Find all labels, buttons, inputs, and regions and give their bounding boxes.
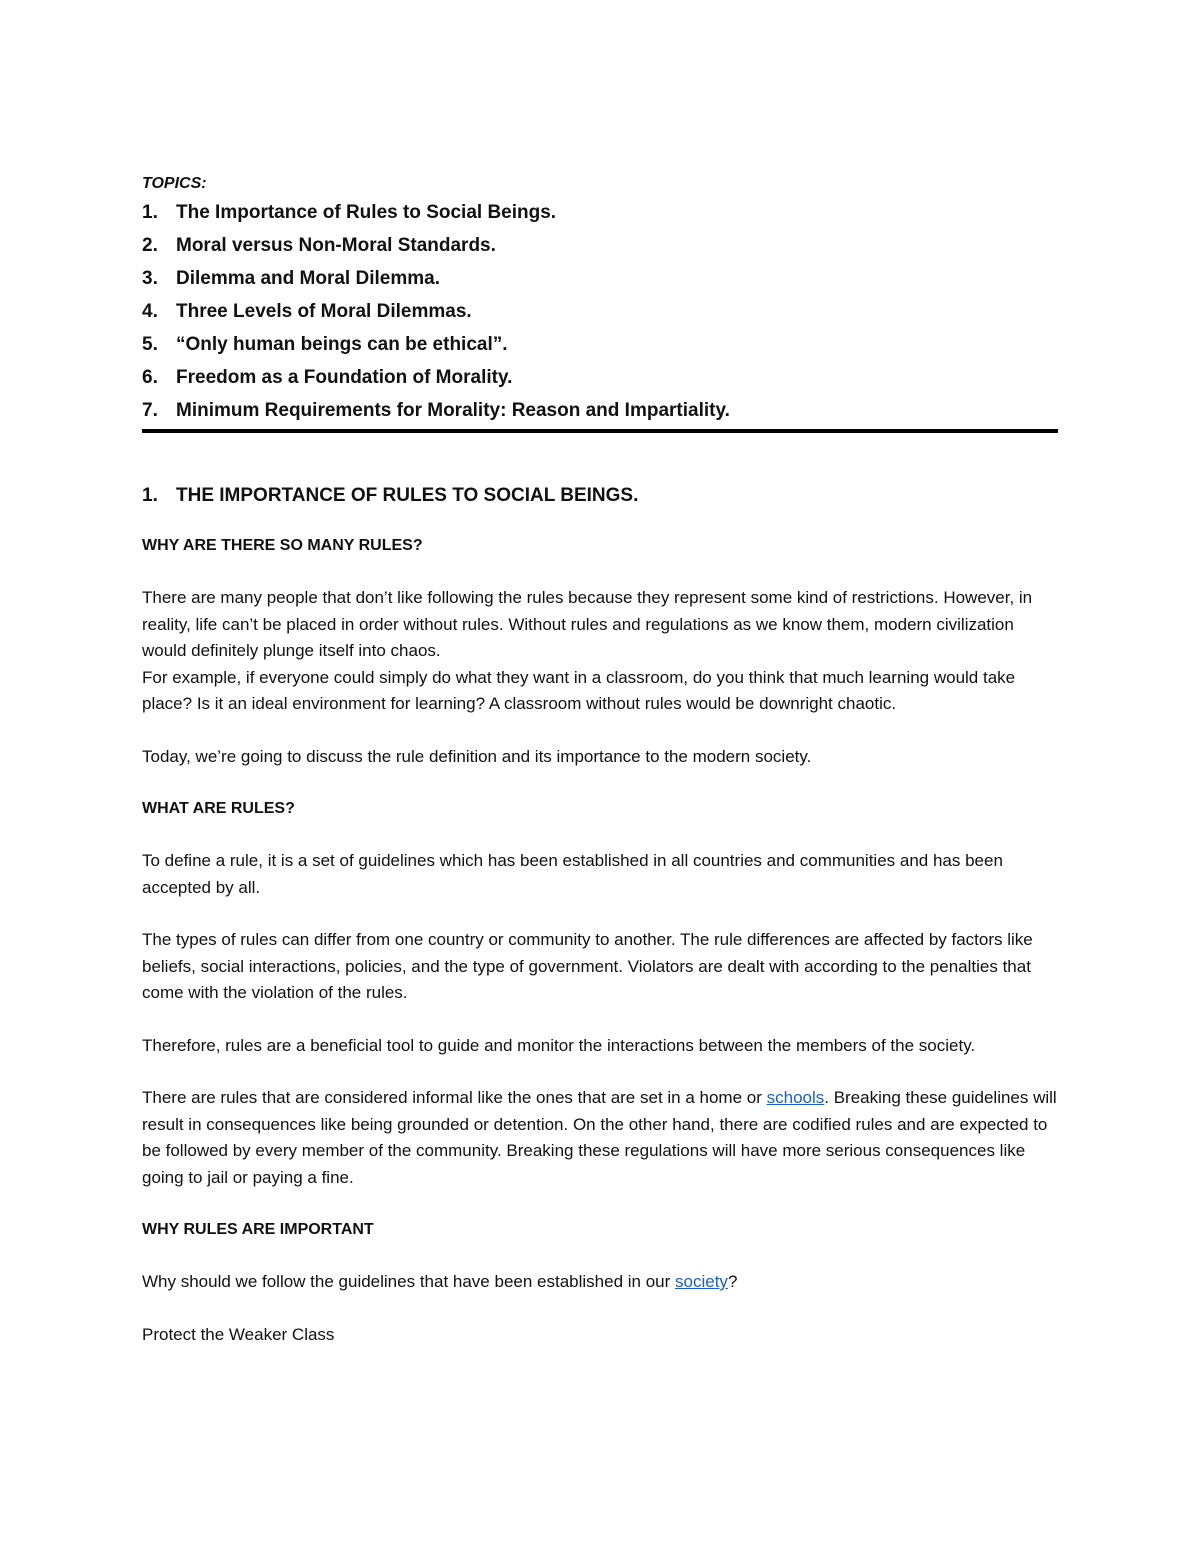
topic-text: Minimum Requirements for Morality: Reason and Impartiality. (176, 400, 730, 421)
topic-text: The Importance of Rules to Social Beings. (176, 202, 557, 223)
topic-number: 2. (142, 235, 158, 256)
topic-number: 4. (142, 301, 158, 322)
what-are-rules-heading: WHAT ARE RULES? (142, 800, 295, 817)
topics-list (142, 196, 1058, 427)
paragraph: To define a rule, it is a set of guidelines which has been established in all countries and communities and has been accepted by all. (142, 851, 1003, 897)
topic-item-3 (142, 262, 1058, 295)
topic-item-6 (142, 361, 1058, 394)
section-heading (142, 481, 1058, 511)
topic-text: “Only human beings can be ethical”. (176, 334, 508, 355)
society-link[interactable]: society (675, 1272, 728, 1291)
paragraph: The types of rules can differ from one country or community to another. The rule differences are affected by factors like beliefs, social interactions, policies, and the type of government. Violators are dealt with according to the penalties that come with the violation of the rules. (142, 930, 1033, 1002)
paragraph: Therefore, rules are a beneficial tool to guide and monitor the interactions between the members of the society. (142, 1035, 976, 1055)
topic-number: 7. (142, 400, 158, 421)
topic-number: 6. (142, 367, 158, 388)
horizontal-divider (142, 429, 1058, 433)
section-number: 1. (142, 485, 158, 506)
document-page (142, 172, 1058, 1348)
topic-text: Three Levels of Moral Dilemmas. (176, 301, 472, 322)
topic-item-4 (142, 295, 1058, 328)
topics-label: TOPICS: (142, 175, 207, 192)
paragraph-text: . Breaking these guidelines will result in consequences like being grounded or detention. On the other hand, there are codified rules and are expected to be followed by every member of the community. Breaking these regulations will have more serious consequences like going to jail or paying a fine. (142, 1088, 1057, 1187)
topic-text: Freedom as a Foundation of Morality. (176, 367, 513, 388)
schools-link[interactable]: schools (766, 1088, 825, 1107)
paragraph: For example, if everyone could simply do what they want in a classroom, do you think that much learning would take place? Is it an ideal environment for learning? A classroom without rules would be downright chaotic. (142, 667, 1016, 713)
paragraph-with-society-link (142, 1269, 1058, 1296)
paragraph-with-schools-link (142, 1085, 1058, 1191)
topic-text: Moral versus Non-Moral Standards. (176, 235, 496, 256)
section-title: THE IMPORTANCE OF RULES TO SOCIAL BEINGS. (176, 485, 639, 506)
topic-item-7 (142, 394, 1058, 427)
paragraph-text: There are rules that are considered informal like the ones that are set in a home or (142, 1088, 767, 1107)
topic-text: Dilemma and Moral Dilemma. (176, 268, 440, 289)
topic-item-1 (142, 196, 1058, 229)
paragraph: Protect the Weaker Class (142, 1324, 335, 1344)
topic-number: 1. (142, 202, 158, 223)
topic-number: 5. (142, 334, 158, 355)
topic-number: 3. (142, 268, 158, 289)
why-rules-important-heading: WHY RULES ARE IMPORTANT (142, 1221, 374, 1238)
paragraph: Today, we’re going to discuss the rule definition and its importance to the modern society. (142, 746, 812, 766)
topic-item-2 (142, 229, 1058, 262)
paragraph: There are many people that don’t like following the rules because they represent some kind of restrictions. However, in reality, life can’t be placed in order without rules. Without rules and regulations as we know them, modern civilization would definitely plunge itself into chaos. (142, 588, 1033, 660)
why-many-rules-heading: WHY ARE THERE SO MANY RULES? (142, 537, 423, 554)
paragraph-text: ? (727, 1272, 738, 1291)
topic-item-5 (142, 328, 1058, 361)
paragraph-text: Why should we follow the guidelines that have been established in our (142, 1272, 676, 1291)
